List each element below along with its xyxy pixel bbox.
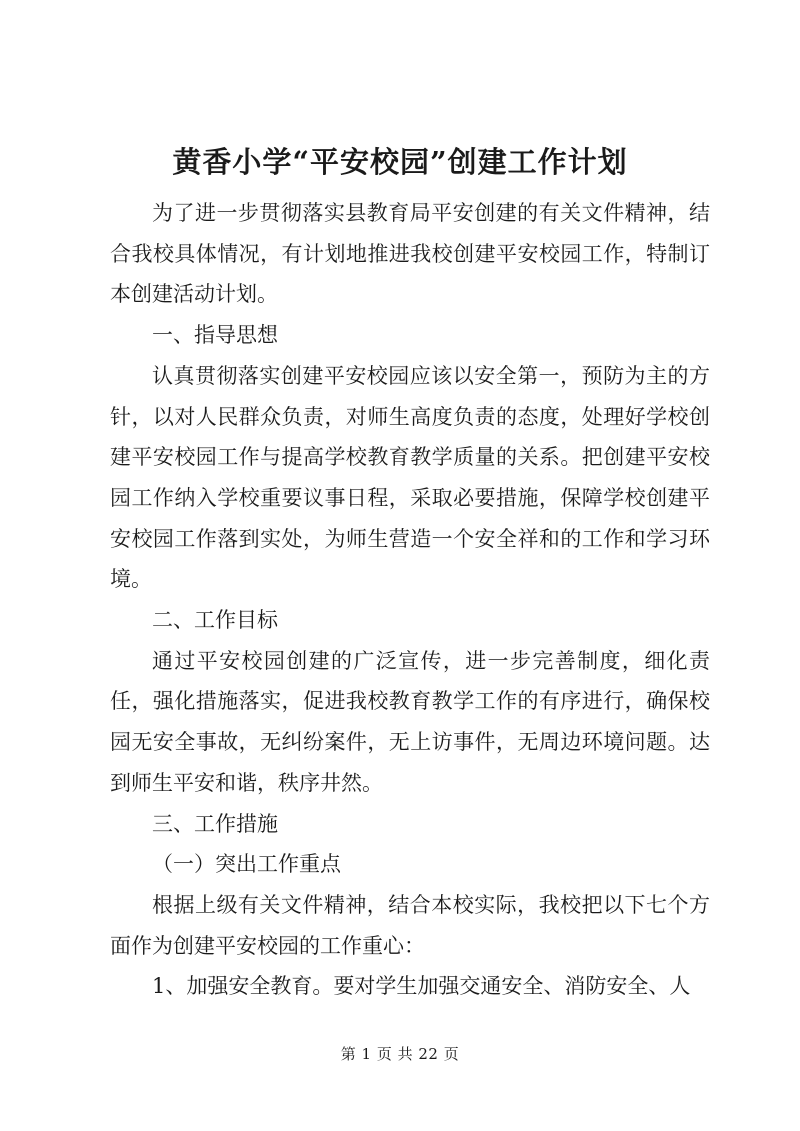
section-heading: 一、指导思想 — [152, 323, 278, 348]
list-item: 1、加强安全教育。要对学生加强交通安全、消防安全、人 — [152, 974, 691, 999]
page-number-footer: 第 1 页 共 22 页 — [340, 1045, 460, 1063]
subsection-heading: （一）突出工作重点 — [152, 852, 341, 877]
intro-paragraph: 为了进一步贯彻落实县教育局平安创建的有关文件精神，结合我校具体情况，有计划地推进我校创建平安校园工作，特制订本创建活动计划。 — [110, 201, 710, 307]
body-paragraph: 认真贯彻落实创建平安校园应该以安全第一，预防为主的方针，以对人民群众负责，对师生高度负责的态度，处理好学校创建平安校园工作与提高学校教育教学质量的关系。把创建平安校园工作纳入学校重要议事日程，采取必要措施，保障学校创建平安校园工作落到实处，为师生营造一个安全祥和的工作和学习环境。 — [110, 363, 710, 592]
section-heading: 二、工作目标 — [152, 608, 278, 633]
document-body — [110, 193, 710, 1007]
document-title: 黄香小学“平安校园”创建工作计划 — [172, 145, 628, 179]
body-paragraph: 根据上级有关文件精神，结合本校实际，我校把以下七个方面作为创建平安校园的工作重心： — [110, 892, 710, 958]
body-paragraph: 通过平安校园创建的广泛宣传，进一步完善制度，细化责任，强化措施落实，促进我校教育教学工作的有序进行，确保校园无安全事故，无纠纷案件，无上访事件，无周边环境问题。达到师生平安和谐，秩序井然。 — [110, 648, 710, 795]
section-heading: 三、工作措施 — [152, 811, 278, 836]
